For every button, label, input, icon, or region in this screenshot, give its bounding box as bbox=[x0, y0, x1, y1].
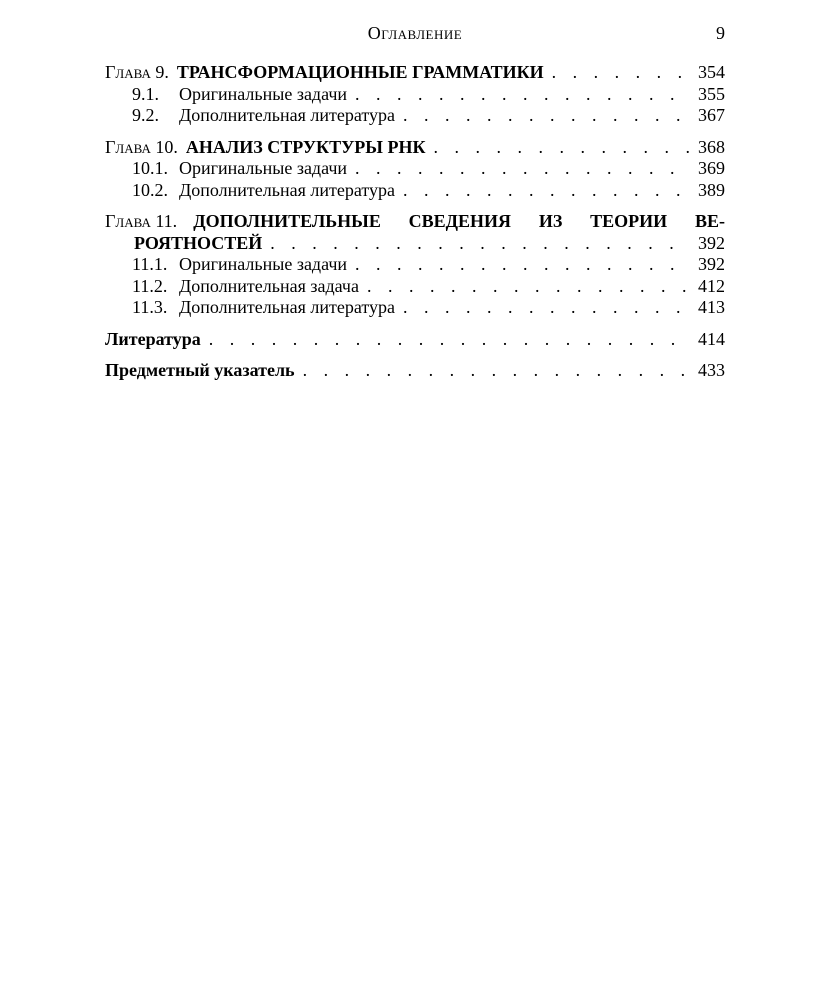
section-number: 10.1. bbox=[132, 158, 168, 178]
toc-entry-subject-index[interactable] bbox=[105, 360, 725, 382]
dot-leader bbox=[303, 360, 689, 382]
page-number: 354 bbox=[698, 62, 725, 82]
dot-leader bbox=[355, 84, 689, 106]
document-page bbox=[105, 20, 725, 392]
section-number: 9.1. bbox=[132, 83, 159, 104]
toc-entry-literature[interactable] bbox=[105, 329, 725, 351]
page-number: 413 bbox=[698, 297, 725, 317]
dot-leader bbox=[403, 297, 689, 319]
page-number: 392 bbox=[698, 254, 725, 274]
section-number: 11.3. bbox=[132, 297, 168, 317]
page-number: 368 bbox=[698, 136, 725, 157]
chapter-label: Глава 11. bbox=[105, 211, 178, 231]
toc-chapter-10 bbox=[105, 137, 725, 202]
dot-leader bbox=[209, 329, 689, 351]
dot-leader bbox=[355, 254, 689, 276]
page-number: 433 bbox=[698, 360, 725, 380]
chapter-title bbox=[193, 211, 725, 233]
page-number: 355 bbox=[698, 83, 725, 104]
toc-entry-section-10-2[interactable] bbox=[105, 180, 725, 202]
chapter-title-word: СВЕДЕНИЯ bbox=[408, 211, 512, 231]
dot-leader bbox=[552, 62, 689, 84]
chapter-title-word: ТЕОРИИ bbox=[590, 211, 668, 231]
dot-leader bbox=[434, 137, 689, 159]
toc-chapter-9 bbox=[105, 62, 725, 127]
toc-entry-section-11-2[interactable] bbox=[105, 276, 725, 298]
toc-entry-chapter-9[interactable] bbox=[105, 62, 725, 84]
section-number: 10.2. bbox=[132, 179, 168, 200]
page-number: 412 bbox=[698, 275, 725, 296]
section-title: Оригинальные задачи bbox=[179, 158, 348, 178]
toc-chapter-11 bbox=[105, 211, 725, 319]
dot-leader bbox=[403, 105, 689, 127]
chapter-title-word: ВЕ- bbox=[694, 211, 725, 231]
entry-title: Предметный указатель bbox=[105, 360, 295, 380]
chapter-title-word: ИЗ bbox=[538, 211, 563, 231]
chapter-title: ТРАНСФОРМАЦИОННЫЕ ГРАММАТИКИ bbox=[176, 62, 544, 82]
chapter-label: Глава 10. bbox=[105, 136, 178, 157]
toc-entry-section-9-1[interactable] bbox=[105, 84, 725, 106]
section-number: 11.1. bbox=[132, 254, 168, 274]
chapter-title-word: ДОПОЛНИТЕЛЬНЫЕ bbox=[193, 211, 381, 231]
running-title: Оглавление bbox=[367, 23, 463, 43]
toc-entry-chapter-11-line-1[interactable] bbox=[105, 211, 725, 233]
header-page-number: 9 bbox=[716, 23, 725, 43]
dot-leader bbox=[355, 158, 689, 180]
section-title: Оригинальные задачи bbox=[179, 83, 348, 104]
page-number: 367 bbox=[698, 105, 725, 125]
dot-leader bbox=[403, 180, 689, 202]
toc-entry-chapter-10[interactable] bbox=[105, 137, 725, 159]
running-header bbox=[105, 20, 725, 46]
toc-entry-section-11-1[interactable] bbox=[105, 254, 725, 276]
toc-entry-chapter-11-line-2[interactable] bbox=[105, 233, 725, 255]
toc-entry-section-11-3[interactable] bbox=[105, 297, 725, 319]
dot-leader bbox=[270, 233, 689, 255]
page-number: 369 bbox=[698, 158, 725, 178]
chapter-label: Глава 9. bbox=[105, 62, 169, 82]
toc-entry-section-10-1[interactable] bbox=[105, 158, 725, 180]
section-number: 9.2. bbox=[132, 105, 159, 125]
section-title: Дополнительная задача bbox=[179, 275, 359, 296]
toc-entry-section-9-2[interactable] bbox=[105, 105, 725, 127]
chapter-title-continuation: РОЯТНОСТЕЙ bbox=[134, 232, 263, 253]
section-title: Оригинальные задачи bbox=[179, 254, 348, 274]
page-number: 389 bbox=[698, 179, 725, 200]
page-number: 414 bbox=[698, 328, 725, 349]
entry-title: Литература bbox=[105, 328, 201, 349]
dot-leader bbox=[367, 276, 689, 298]
section-title: Дополнительная литература bbox=[179, 105, 395, 125]
section-number: 11.2. bbox=[132, 275, 168, 296]
section-title: Дополнительная литература bbox=[179, 297, 395, 317]
chapter-title: АНАЛИЗ СТРУКТУРЫ РНК bbox=[185, 136, 426, 157]
section-title: Дополнительная литература bbox=[179, 179, 395, 200]
page-number: 392 bbox=[698, 232, 725, 253]
table-of-contents bbox=[105, 62, 725, 382]
